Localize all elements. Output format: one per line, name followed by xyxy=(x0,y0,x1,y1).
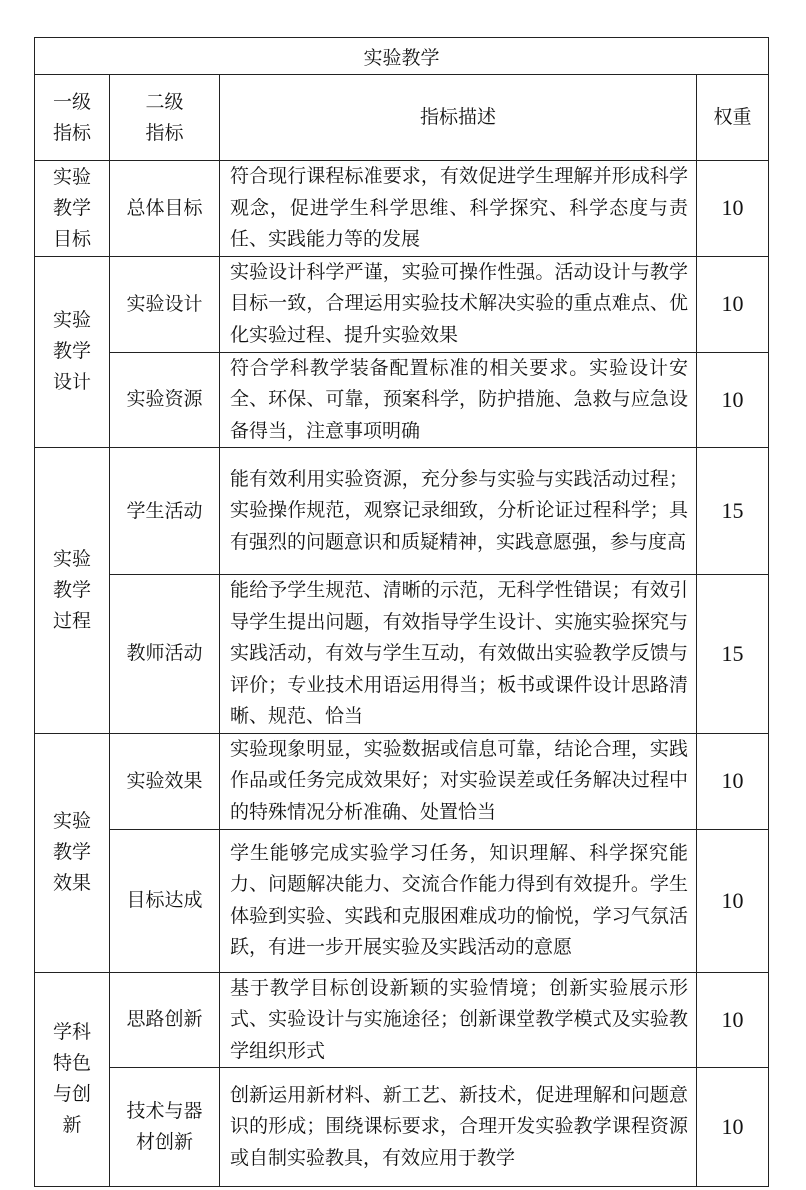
weight-cell: 15 xyxy=(697,575,769,734)
weight-cell: 10 xyxy=(697,829,769,972)
level1-line: 教学 xyxy=(52,578,91,601)
description-cell: 符合现行课程标准要求，有效促进学生理解并形成科学观念，促进学生科学思维、科学探究、科学态度与责任、实践能力等的发展 xyxy=(220,161,697,257)
description-cell: 能有效利用实验资源，充分参与实验与实践活动过程；实验操作规范，观察记录细致，分析论证过程科学；具有强烈的问题意识和质疑精神，实践意愿强，参与度高 xyxy=(220,448,697,575)
level2-line: 目标达成 xyxy=(126,889,203,911)
description-cell: 创新运用新材料、新工艺、新技术，促进理解和问题意识的形成；围绕课标要求，合理开发实验教学课程资源或自制实验教具，有效应用于教学 xyxy=(220,1068,697,1187)
weight-cell: 10 xyxy=(697,161,769,257)
level2-line: 实验资源 xyxy=(126,388,203,411)
level1-line: 教学 xyxy=(52,841,91,863)
level2-cell xyxy=(110,256,220,352)
level2-line: 总体目标 xyxy=(126,196,203,219)
level2-line: 材创新 xyxy=(135,1131,193,1153)
header-level2-line: 二级 xyxy=(145,90,184,113)
table-title: 实验教学 xyxy=(35,38,769,75)
level1-cell xyxy=(35,733,110,972)
header-level2 xyxy=(110,75,220,161)
header-row xyxy=(35,75,769,161)
level2-line: 思路创新 xyxy=(126,1008,203,1031)
header-level1-line: 指标 xyxy=(52,121,91,144)
level1-line: 教学 xyxy=(52,196,91,219)
table-row xyxy=(35,256,769,352)
header-level2-line: 指标 xyxy=(145,121,184,144)
weight-cell: 10 xyxy=(697,352,769,448)
description-cell: 实验现象明显，实验数据或信息可靠，结论合理，实践作品或任务完成效果好；对实验误差或任务解决过程中的特殊情况分析准确、处置恰当 xyxy=(220,733,697,829)
level2-cell xyxy=(110,161,220,257)
level1-cell xyxy=(35,972,110,1187)
level1-line: 目标 xyxy=(52,227,91,250)
title-row xyxy=(35,38,769,75)
level2-cell xyxy=(110,829,220,972)
level2-line: 教师活动 xyxy=(126,642,203,665)
level1-line: 学科 xyxy=(52,1021,91,1044)
table-row xyxy=(35,829,769,972)
weight-cell: 10 xyxy=(697,733,769,829)
table-row xyxy=(35,575,769,734)
level1-line: 实验 xyxy=(52,547,91,570)
level1-line: 与创 xyxy=(52,1083,91,1106)
level2-line: 学生活动 xyxy=(126,499,203,522)
table-row xyxy=(35,733,769,829)
level1-cell xyxy=(35,256,110,448)
level1-line: 设计 xyxy=(52,371,91,394)
description-cell: 能给予学生规范、清晰的示范，无科学性错误；有效引导学生提出问题，有效指导学生设计、实施实验探究与实践活动，有效与学生互动，有效做出实验教学反馈与评价；专业技术用语运用得当；板书或课件设计思路清晰、规范、恰当 xyxy=(220,575,697,734)
level2-cell xyxy=(110,575,220,734)
level1-cell xyxy=(35,448,110,734)
header-description: 指标描述 xyxy=(220,75,697,161)
level1-line: 过程 xyxy=(52,609,91,632)
level1-line: 新 xyxy=(62,1114,82,1137)
weight-cell: 10 xyxy=(697,1068,769,1187)
description-cell: 符合学科教学装备配置标准的相关要求。实验设计安全、环保、可靠，预案科学，防护措施、急救与应急设备得当，注意事项明确 xyxy=(220,352,697,448)
weight-cell: 10 xyxy=(697,256,769,352)
header-level1-line: 一级 xyxy=(52,90,91,113)
level2-line: 技术与器 xyxy=(126,1100,203,1122)
header-level1 xyxy=(35,75,110,161)
level1-line: 教学 xyxy=(52,340,91,363)
level1-line: 效果 xyxy=(52,872,91,894)
weight-cell: 10 xyxy=(697,972,769,1068)
weight-cell: 15 xyxy=(697,448,769,575)
table-body xyxy=(35,38,769,1187)
table-row xyxy=(35,972,769,1068)
table-row xyxy=(35,352,769,448)
level2-cell xyxy=(110,448,220,575)
level2-line: 实验设计 xyxy=(126,292,203,315)
evaluation-table xyxy=(34,37,769,1187)
level2-cell xyxy=(110,733,220,829)
level2-line: 实验效果 xyxy=(126,769,203,792)
level1-cell xyxy=(35,161,110,257)
table-row xyxy=(35,161,769,257)
level1-line: 特色 xyxy=(52,1052,91,1075)
level1-line: 实验 xyxy=(52,165,91,188)
description-cell: 实验设计科学严谨，实验可操作性强。活动设计与教学目标一致，合理运用实验技术解决实验的重点难点、优化实验过程、提升实验效果 xyxy=(220,256,697,352)
level2-cell xyxy=(110,972,220,1068)
description-cell: 学生能够完成实验学习任务，知识理解、科学探究能力、问题解决能力、交流合作能力得到有效提升。学生体验到实验、实践和克服困难成功的愉悦，学习气氛活跃，有进一步开展实验及实践活动的意愿 xyxy=(220,829,697,972)
header-weight: 权重 xyxy=(697,75,769,161)
level2-cell xyxy=(110,1068,220,1187)
level1-line: 实验 xyxy=(52,810,91,832)
description-cell: 基于教学目标创设新颖的实验情境；创新实验展示形式、实验设计与实施途径；创新课堂教学模式及实验教学组织形式 xyxy=(220,972,697,1068)
level1-line: 实验 xyxy=(52,309,91,332)
table-row xyxy=(35,1068,769,1187)
level2-cell xyxy=(110,352,220,448)
table-row xyxy=(35,448,769,575)
